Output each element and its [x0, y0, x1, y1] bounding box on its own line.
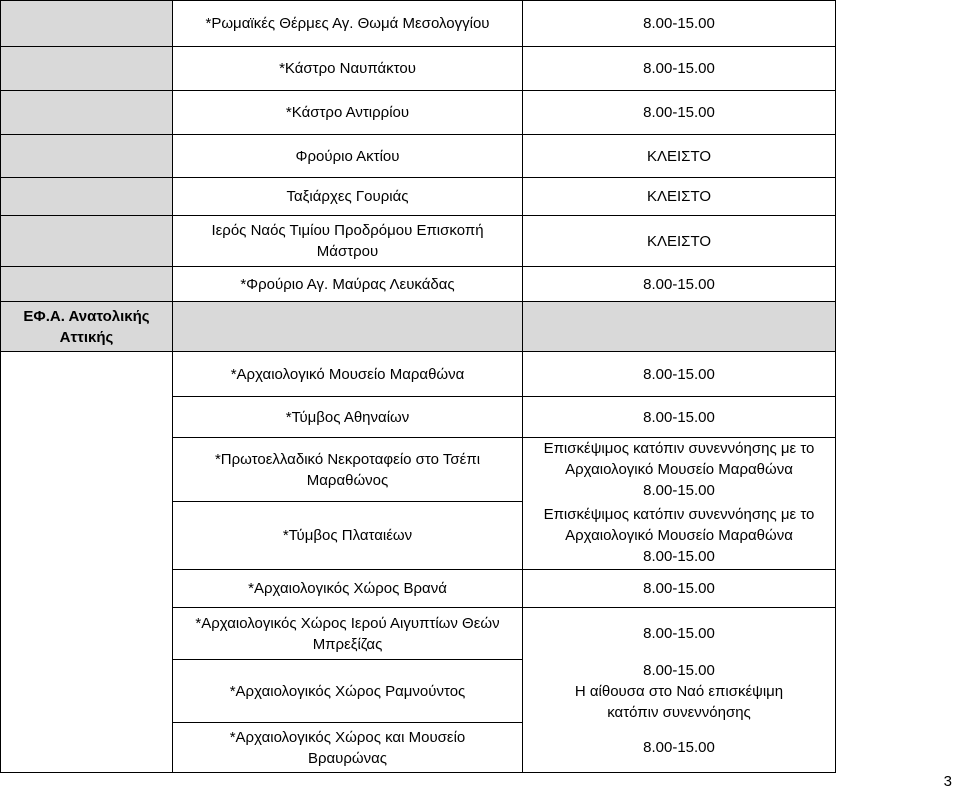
region-cell: [1, 47, 173, 91]
table-row: [1, 178, 836, 216]
hours-cell: [523, 502, 836, 570]
region-header: ΕΦ.Α. Ανατολικής Αττικής: [1, 302, 173, 352]
table-row: [1, 352, 836, 397]
hours-cell: 8.00-15.00: [523, 570, 836, 608]
hours-value: 8.00-15.00: [643, 661, 715, 679]
region-cell: [1, 135, 173, 178]
site-cell: *Αρχαιολογικός Χώρος και Μουσείο Βραυρώνας: [173, 723, 523, 773]
site-cell: Ταξιάρχες Γουριάς: [173, 178, 523, 216]
hours-cell: [523, 438, 836, 502]
site-cell: *Ρωμαϊκές Θέρμες Αγ. Θωμά Μεσολογγίου: [173, 1, 523, 47]
hours-cell: 8.00-15.00: [523, 352, 836, 397]
region-cell: [1, 216, 173, 267]
site-cell: *Πρωτοελλαδικό Νεκροταφείο στο Τσέπι Μαραθώνος: [173, 438, 523, 502]
site-cell: *Αρχαιολογικός Χώρος Ιερού Αιγυπτίων Θεών Μπρεξίζας: [173, 608, 523, 660]
table-row: [1, 47, 836, 91]
table-row: [1, 216, 836, 267]
site-cell: *Φρούριο Αγ. Μαύρας Λευκάδας: [173, 267, 523, 302]
site-cell: *Αρχαιολογικός Χώρος Βρανά: [173, 570, 523, 608]
site-cell: *Κάστρο Αντιρρίου: [173, 91, 523, 135]
region-cell: [1, 91, 173, 135]
hours-note: Επισκέψιμος κατόπιν συνεννόησης με το Αρχαιολογικό Μουσείο Μαραθώνα: [543, 440, 815, 479]
site-cell: *Κάστρο Ναυπάκτου: [173, 47, 523, 91]
page-number: 3: [943, 773, 952, 790]
region-cell: [1, 352, 173, 773]
site-cell: Φρούριο Ακτίου: [173, 135, 523, 178]
table-row: [1, 1, 836, 47]
hours-value: 8.00-15.00: [643, 482, 715, 500]
hours-cell: ΚΛΕΙΣΤΟ: [523, 178, 836, 216]
site-cell: *Αρχαιολογικό Μουσείο Μαραθώνα: [173, 352, 523, 397]
header-filler: [173, 302, 523, 352]
section-header-row: [1, 302, 836, 352]
site-cell: Ιερός Ναός Τιμίου Προδρόμου Επισκοπή Μάστρου: [173, 216, 523, 267]
region-cell: [1, 1, 173, 47]
hours-note: Επισκέψιμος κατόπιν συνεννόησης με το Αρχαιολογικό Μουσείο Μαραθώνα: [543, 505, 815, 544]
hours-cell: 8.00-15.00: [523, 1, 836, 47]
hours-cell: 8.00-15.00: [523, 47, 836, 91]
hours-cell: [523, 660, 836, 723]
hours-cell: ΚΛΕΙΣΤΟ: [523, 216, 836, 267]
table-row: [1, 91, 836, 135]
header-filler: [523, 302, 836, 352]
hours-cell: 8.00-15.00: [523, 267, 836, 302]
hours-cell: 8.00-15.00: [523, 608, 836, 660]
hours-note: Η αίθουσα στο Ναό επισκέψιμη κατόπιν συνεννόησης: [574, 682, 784, 721]
site-cell: *Τύμβος Αθηναίων: [173, 397, 523, 438]
table-row: [1, 267, 836, 302]
site-cell: *Αρχαιολογικός Χώρος Ραμνούντος: [173, 660, 523, 723]
hours-value: 8.00-15.00: [643, 547, 715, 565]
table-row: [1, 135, 836, 178]
hours-cell: ΚΛΕΙΣΤΟ: [523, 135, 836, 178]
site-cell: *Τύμβος Πλαταιέων: [173, 502, 523, 570]
hours-cell: 8.00-15.00: [523, 723, 836, 773]
hours-cell: 8.00-15.00: [523, 91, 836, 135]
region-cell: [1, 178, 173, 216]
region-cell: [1, 267, 173, 302]
hours-cell: 8.00-15.00: [523, 397, 836, 438]
